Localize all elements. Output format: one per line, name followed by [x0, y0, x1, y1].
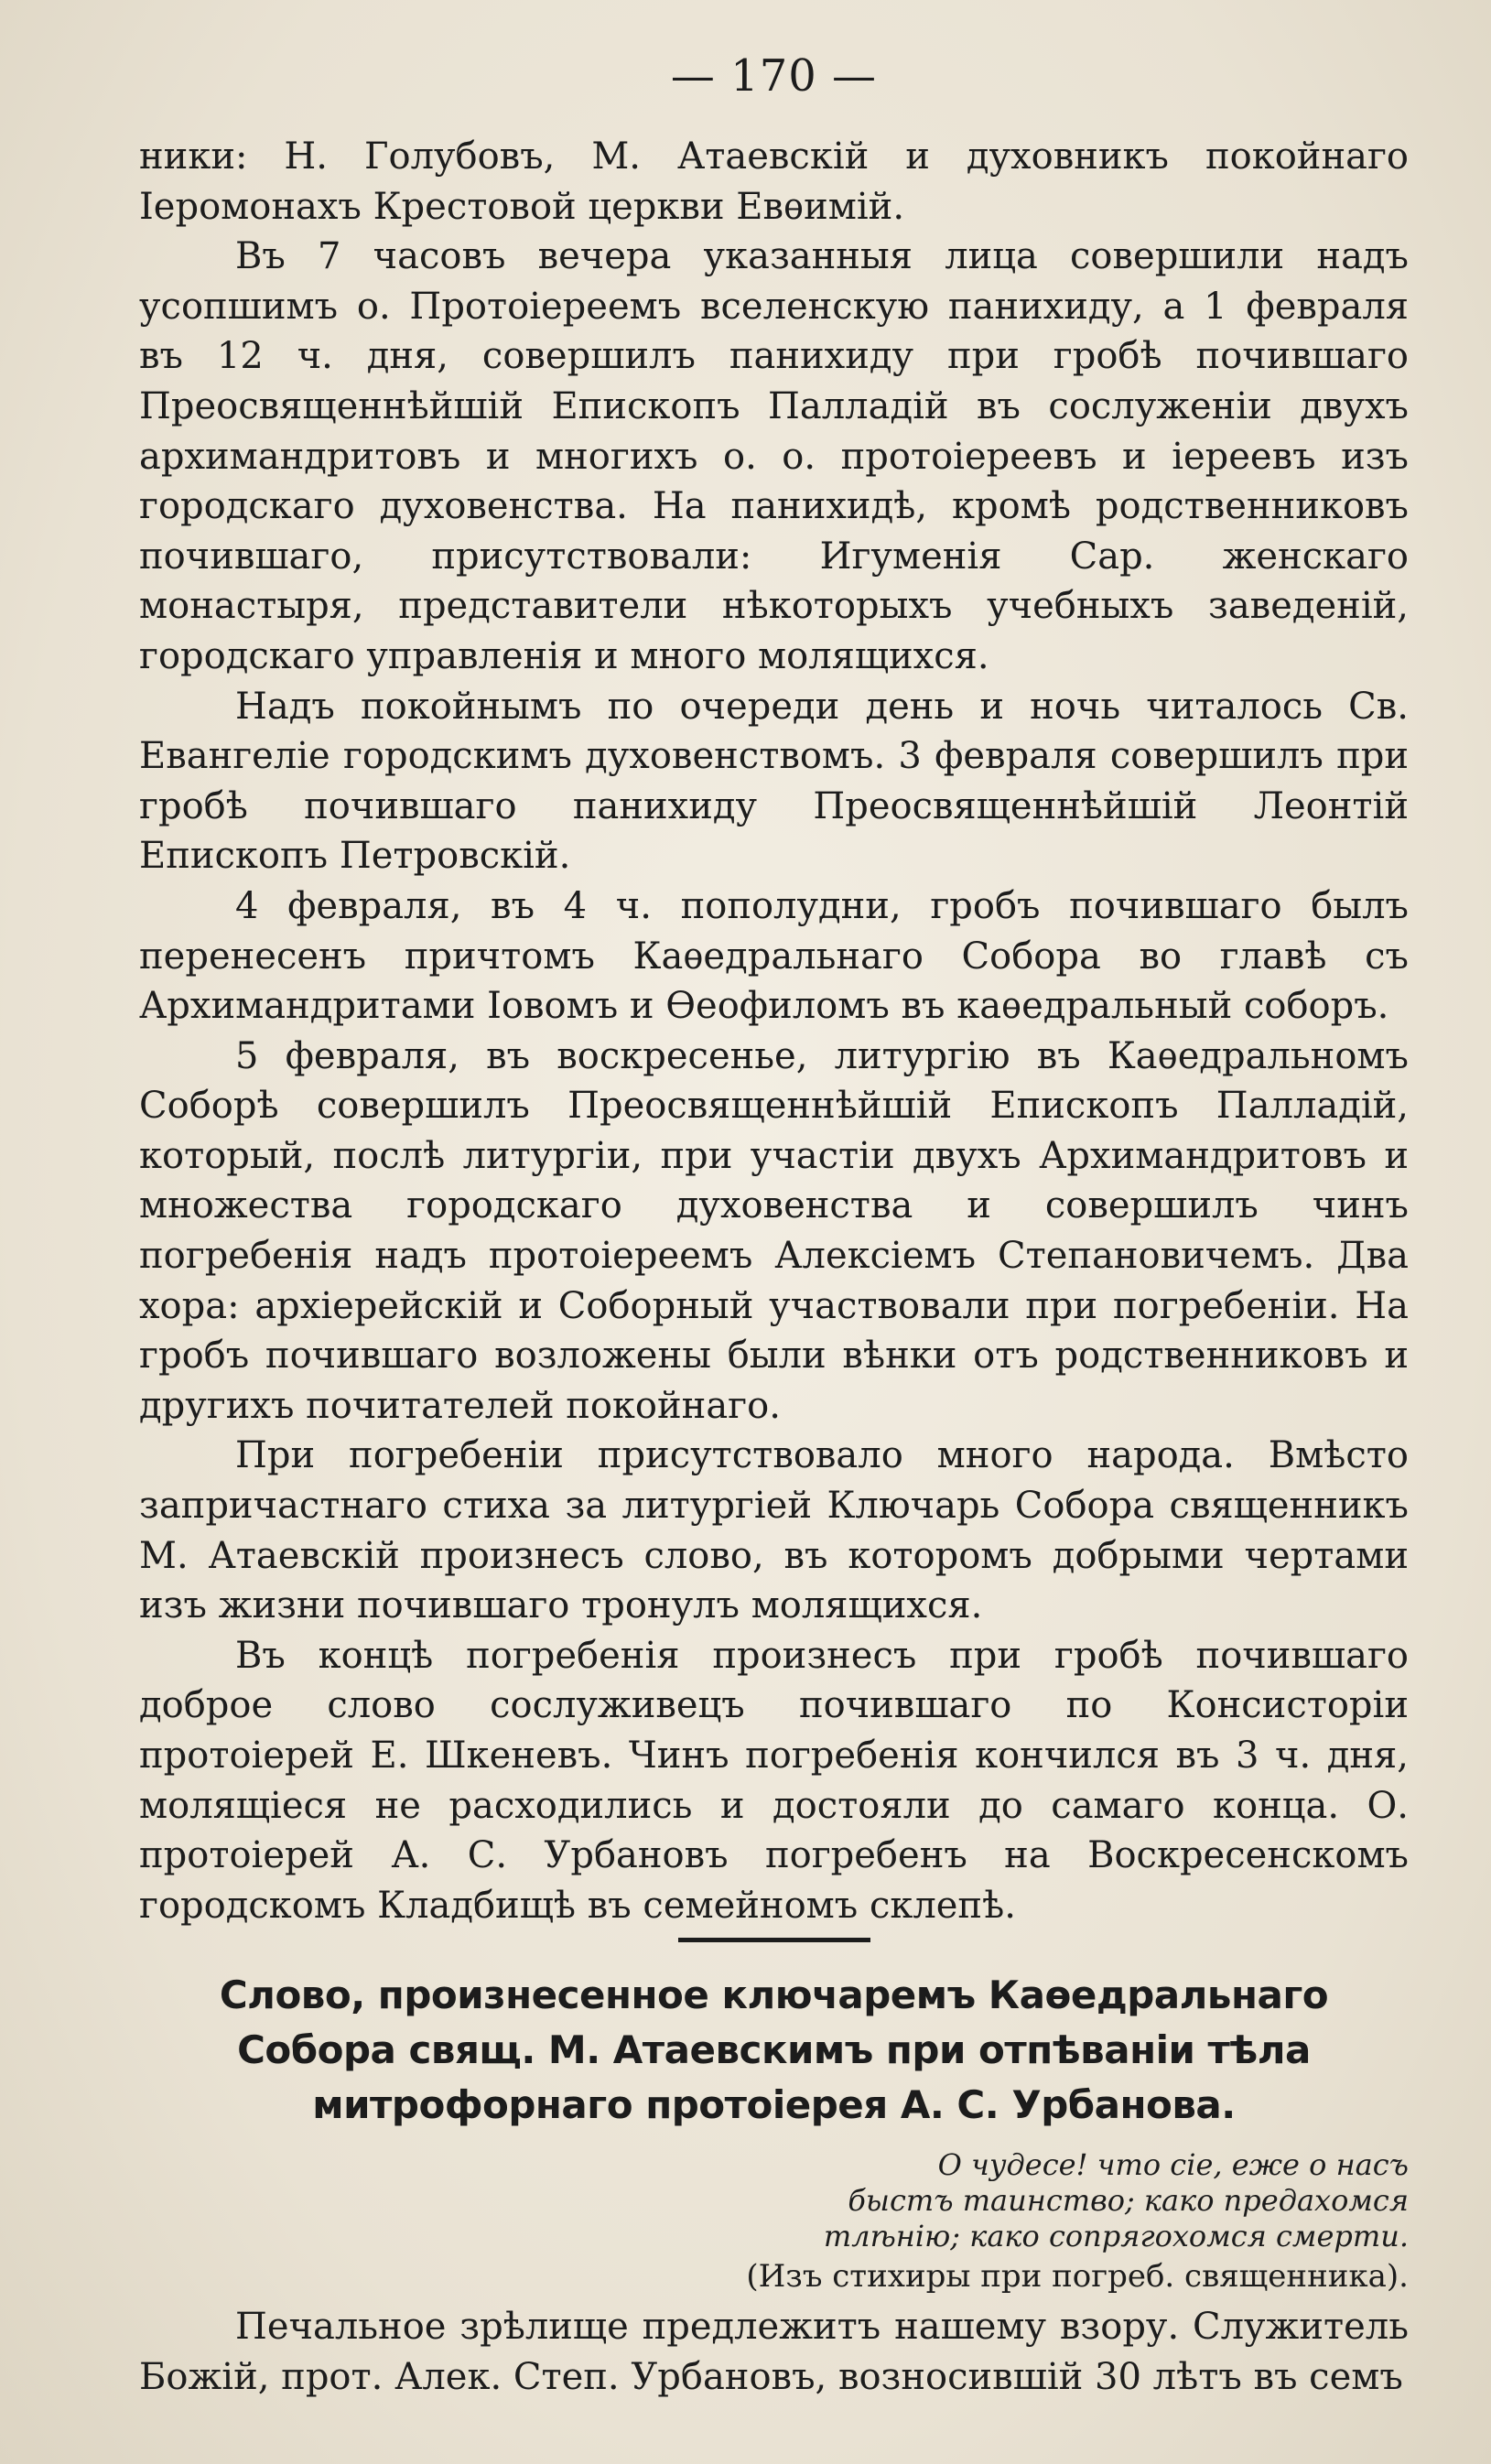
- paragraph: ники: Н. Голубовъ, М. Атаевскій и духовникъ покойнаго Іеромонахъ Крестовой церкви Евѳимій.: [139, 135, 1409, 228]
- epigraph-line: О чудесе! что сіе, еже о насъ: [937, 2147, 1409, 2183]
- paragraph: 5 февраля, въ воскресенье, литургію въ Каѳедральномъ Соборѣ совершилъ Преосвященнѣйшій Епископъ Палладій, который, послѣ литургіи, при участіи двухъ Архимандритовъ и множества городскаго духовенства и совершилъ чинъ погребенія надъ протоіереемъ Алексіемъ Степановичемъ. Два хора: архіерейскій и Соборный участвовали при погребеніи. На гробъ почившаго возложены были вѣнки отъ родственниковъ и другихъ почитателей покойнаго.: [139, 1034, 1409, 1427]
- epigraph-line: быстъ таинство; како предахомся: [848, 2183, 1409, 2219]
- paragraph: 4 февраля, въ 4 ч. пополудни, гробъ почившаго былъ перенесенъ причтомъ Каѳедральнаго Собора во главѣ съ Архимандритами Іовомъ и Ѳеофиломъ въ каѳедральный соборъ.: [139, 884, 1409, 1028]
- epigraph: [139, 2147, 1409, 2298]
- epigraph-line: тлѣнію; како сопрягохомся смерти.: [823, 2219, 1409, 2254]
- sermon-text: [139, 2302, 1409, 2402]
- paragraph: Въ концѣ погребенія произнесъ при гробѣ почившаго доброе слово сослуживецъ почившаго по Консисторіи протоіерей Е. Шкеневъ. Чинъ погребенія кончился въ 3 ч. дня, молящіеся не расходились и достояли до самаго конца. О. протоіерей А. С. Урбановъ погребенъ на Воскресенскомъ городскомъ Кладбищѣ въ семейномъ склепѣ.: [139, 1634, 1409, 1927]
- body-text: [139, 132, 1409, 1930]
- page-number: — 170 —: [670, 50, 878, 102]
- section-divider: [678, 1938, 870, 1942]
- sermon-title: Слово, произнесенное ключаремъ Каѳедральнаго Собора свящ. М. Атаевскимъ при отпѣваніи тѣла митрофорнаго протоіерея А. С. Урбанова.: [219, 1972, 1329, 2128]
- epigraph-source: (Изъ стихиры при погреб. священника).: [746, 2258, 1409, 2296]
- paragraph: Въ 7 часовъ вечера указанныя лица совершили надъ усопшимъ о. Протоіереемъ вселенскую панихиду, а 1 февраля въ 12 ч. дня, совершилъ панихиду при гробѣ почившаго Преосвященнѣйшій Епископъ Палладій въ сослуженіи двухъ архимандритовъ и многихъ о. о. протоіереевъ и іереевъ изъ городскаго духовенства. На панихидѣ, кромѣ родственниковъ почившаго, присутствовали: Игуменія Сар. женскаго монастыря, представители нѣкоторыхъ учебныхъ заведеній, городскаго управленія и много молящихся.: [139, 235, 1409, 677]
- paragraph: Надъ покойнымъ по очереди день и ночь читалось Св. Евангеліе городскимъ духовенствомъ. 3 февраля совершилъ при гробѣ почившаго панихиду Преосвященнѣйшій Леонтій Епископъ Петровскій.: [139, 685, 1409, 878]
- paragraph: При погребеніи присутствовало много народа. Вмѣсто запричастнаго стиха за литургіей Ключарь Собора священникъ М. Атаевскій произнесъ слово, въ которомъ добрыми чертами изъ жизни почившаго тронулъ молящихся.: [139, 1434, 1409, 1627]
- paragraph: Печальное зрѣлище предлежитъ нашему взору. Служитель Божій, прот. Алек. Степ. Урбановъ, возносившій 30 лѣтъ въ семъ: [139, 2306, 1409, 2398]
